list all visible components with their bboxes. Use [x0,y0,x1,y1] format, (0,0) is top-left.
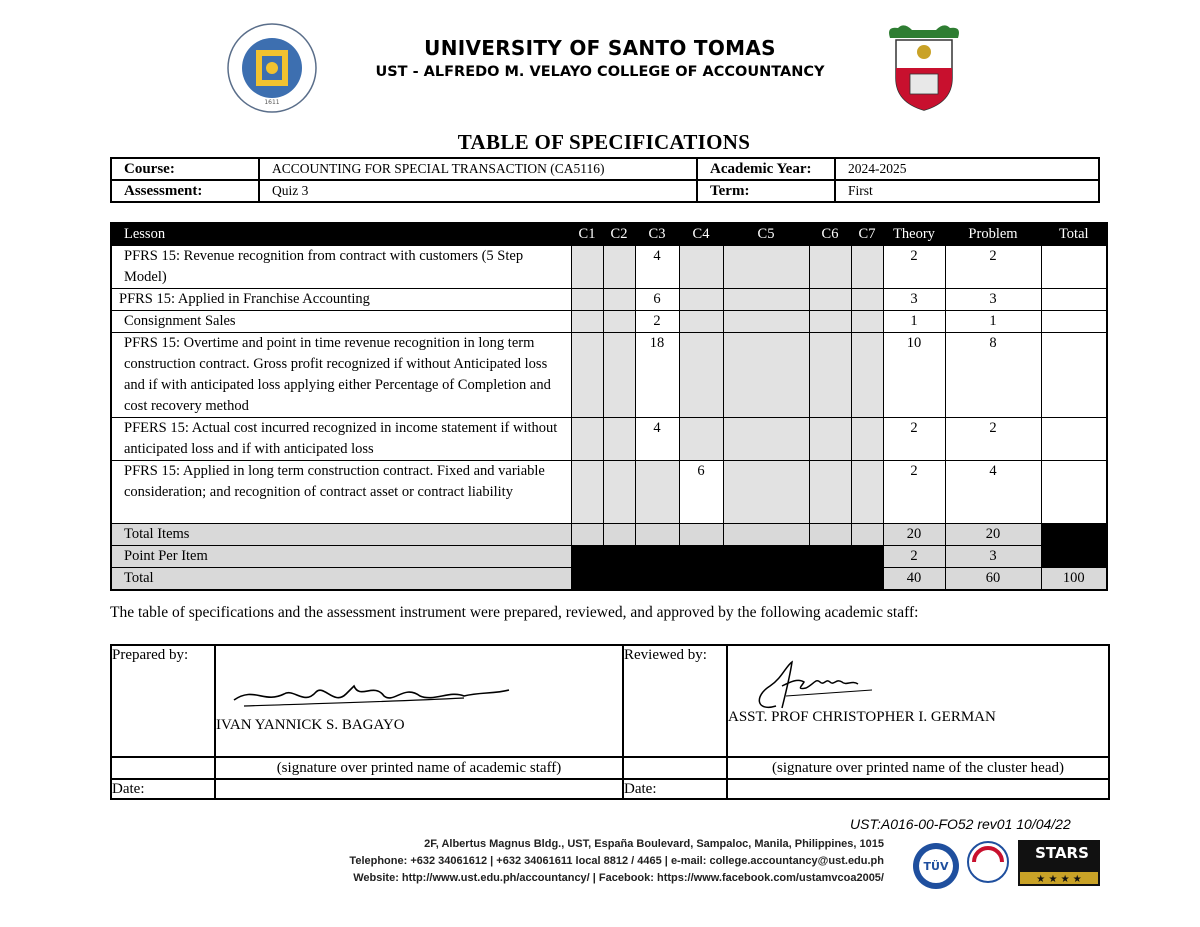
lesson-cell: PFERS 15: Actual cost incurred recognized in income statement if without anticipated loss and if with anticipated loss [111,418,571,461]
theory-cell: 40 [883,568,945,591]
lesson-cell: PFRS 15: Overtime and point in time revenue recognition in long term construction contract. Gross profit recognized if without Anticipated loss and if with anticipated loss applying either Percentage of Completion and cost recovery method [111,333,571,418]
lesson-cell: PFRS 15: Applied in long term construction contract. Fixed and variable consideration; and recognition of contract asset or contract liability [111,461,571,524]
c7-cell [851,311,883,333]
footer-address-block [300,836,884,887]
lesson-cell: PFRS 15: Revenue recognition from contract with customers (5 Step Model) [111,246,571,289]
problem-cell: 3 [945,546,1041,568]
signature-table [110,644,1110,800]
assessment-label: Assessment: [111,180,259,202]
table-header-row [111,223,1107,246]
c1-cell [571,246,603,289]
column-header: C6 [809,223,851,246]
prepared-signature-area [215,645,623,757]
course-info-table [110,157,1100,203]
university-name: UNIVERSITY OF SANTO TOMAS [424,36,776,60]
c5-cell [723,246,809,289]
theory-cell: 2 [883,246,945,289]
total-items-row [111,524,1107,546]
course-label: Course: [111,158,259,180]
prepared-signature-image [224,676,514,712]
total-row [111,568,1107,591]
assessment-value: Quiz 3 [259,180,697,202]
c5-cell [723,418,809,461]
column-header: Theory [883,223,945,246]
academic-year-label: Academic Year: [697,158,835,180]
grand-total-cell: 100 [1041,568,1107,591]
total-cell [1041,418,1107,461]
c3-cell: 4 [635,246,679,289]
problem-cell: 3 [945,289,1041,311]
theory-cell: 3 [883,289,945,311]
c6-cell [809,461,851,524]
total-cell [1041,246,1107,289]
theory-cell: 2 [883,418,945,461]
total-cell [1041,311,1107,333]
c3-cell: 6 [635,289,679,311]
column-header: C3 [635,223,679,246]
lesson-cell: Consignment Sales [111,311,571,333]
blank-cell [1041,546,1107,568]
c4-cell [679,289,723,311]
total-cell [1041,289,1107,311]
total-items-label: Total Items [111,524,571,546]
c2-cell [603,289,635,311]
column-header: C7 [851,223,883,246]
accreditation-badges [912,838,1102,894]
academic-year-value: 2024-2025 [835,158,1099,180]
c4-cell [679,524,723,546]
theory-cell: 1 [883,311,945,333]
c6-cell [809,289,851,311]
blank-cell [571,568,883,591]
term-label: Term: [697,180,835,202]
specifications-table [110,222,1108,591]
table-row [111,311,1107,333]
empty-cell [111,757,215,779]
reviewed-signature-area [727,645,1109,757]
c1-cell [571,311,603,333]
c6-cell [809,311,851,333]
column-header: C5 [723,223,809,246]
c3-cell: 2 [635,311,679,333]
svg-text:STARS: STARS [1035,844,1089,862]
total-cell [1041,333,1107,418]
column-header: C2 [603,223,635,246]
c2-cell [603,333,635,418]
reviewed-date-field [727,779,1109,799]
prepared-caption: (signature over printed name of academic staff) [215,757,623,779]
telephone-line: Telephone: +632 34061612 | +632 34061611 local 8812 / 4465 | e-mail: college.accountancy@ust.edu.ph [349,855,884,867]
approval-statement: The table of specifications and the assessment instrument were prepared, reviewed, and approved by the following academic staff: [110,604,919,621]
point-per-item-label: Point Per Item [111,546,571,568]
c7-cell [851,333,883,418]
svg-text:1611: 1611 [264,99,280,106]
problem-cell: 2 [945,246,1041,289]
c5-cell [723,461,809,524]
column-header: Problem [945,223,1041,246]
theory-cell: 2 [883,461,945,524]
theory-cell: 2 [883,546,945,568]
problem-cell: 4 [945,461,1041,524]
point-per-item-row [111,546,1107,568]
c4-cell [679,246,723,289]
c2-cell [603,311,635,333]
address-line: 2F, Albertus Magnus Bldg., UST, España Boulevard, Sampaloc, Manila, Philippines, 1015 [424,838,884,850]
prepared-name: IVAN YANNICK S. BAGAYO [216,717,405,733]
c6-cell [809,418,851,461]
c1-cell [571,461,603,524]
problem-cell: 20 [945,524,1041,546]
c1-cell [571,289,603,311]
total-label: Total [111,568,571,591]
c4-cell [679,311,723,333]
c7-cell [851,246,883,289]
document-title: TABLE OF SPECIFICATIONS [457,130,751,154]
c3-cell: 4 [635,418,679,461]
reviewed-date-label: Date: [623,779,727,799]
c7-cell [851,524,883,546]
c1-cell [571,418,603,461]
column-header: Total [1041,223,1107,246]
c7-cell [851,289,883,311]
c2-cell [603,524,635,546]
reviewed-name: ASST. PROF CHRISTOPHER I. GERMAN [728,709,996,725]
c6-cell [809,246,851,289]
course-value: ACCOUNTING FOR SPECIAL TRANSACTION (CA5116) [259,158,697,180]
c3-cell [635,461,679,524]
c5-cell [723,524,809,546]
c2-cell [603,246,635,289]
problem-cell: 1 [945,311,1041,333]
table-row [111,461,1107,524]
total-cell [1041,461,1107,524]
table-row [111,246,1107,289]
prepared-by-label: Prepared by: [111,645,215,757]
theory-cell: 20 [883,524,945,546]
empty-cell [623,757,727,779]
blank-cell [571,546,883,568]
college-crest-logo [882,20,966,112]
problem-cell: 60 [945,568,1041,591]
svg-text:★ ★ ★ ★: ★ ★ ★ ★ [1036,874,1082,885]
prepared-date-label: Date: [111,779,215,799]
problem-cell: 8 [945,333,1041,418]
problem-cell: 2 [945,418,1041,461]
reviewed-caption: (signature over printed name of the cluster head) [727,757,1109,779]
term-value: First [835,180,1099,202]
c3-cell: 18 [635,333,679,418]
reviewed-by-label: Reviewed by: [623,645,727,757]
c2-cell [603,418,635,461]
c2-cell [603,461,635,524]
c1-cell [571,524,603,546]
c7-cell [851,418,883,461]
prepared-date-field [215,779,623,799]
c4-cell: 6 [679,461,723,524]
c4-cell [679,418,723,461]
website-line: Website: http://www.ust.edu.ph/accountancy/ | Facebook: https://www.facebook.com/ustamvcoa2005/ [353,872,884,884]
c5-cell [723,311,809,333]
table-row [111,418,1107,461]
c5-cell [723,289,809,311]
svg-text:TÜV: TÜV [923,860,949,873]
lesson-cell: PFRS 15: Applied in Franchise Accounting [111,289,571,311]
column-header: Lesson [111,223,571,246]
theory-cell: 10 [883,333,945,418]
c7-cell [851,461,883,524]
college-name: UST - ALFREDO M. VELAYO COLLEGE OF ACCOUNTANCY [375,64,825,80]
c6-cell [809,524,851,546]
c6-cell [809,333,851,418]
column-header: C4 [679,223,723,246]
c4-cell [679,333,723,418]
blank-cell [1041,524,1107,546]
table-row [111,333,1107,418]
c5-cell [723,333,809,418]
reviewed-signature-image [746,656,876,716]
c1-cell [571,333,603,418]
column-header: C1 [571,223,603,246]
table-row [111,289,1107,311]
ust-seal-logo [226,22,318,114]
form-code: UST:A016-00-FO52 rev01 10/04/22 [850,816,1071,832]
c3-cell [635,524,679,546]
